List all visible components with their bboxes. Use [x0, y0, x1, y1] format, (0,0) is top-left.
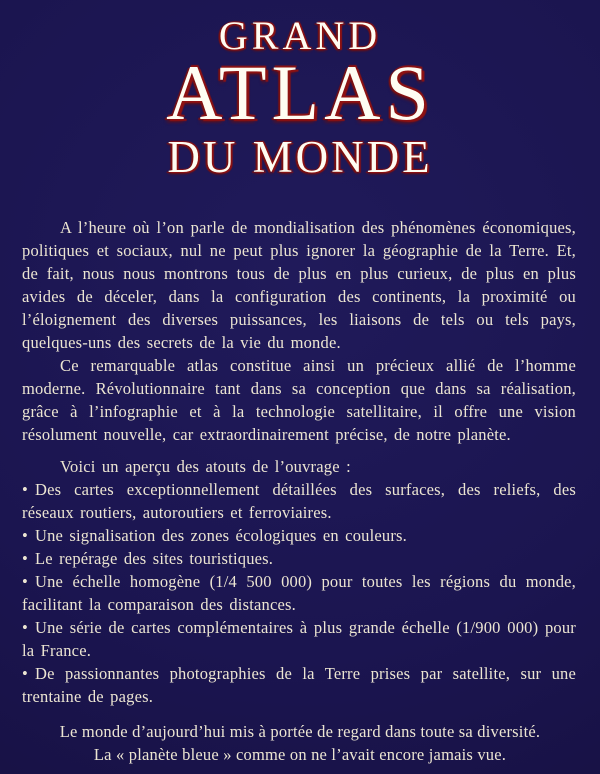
feature-item-text: De passionnantes photographies de la Terre prises par satellite, sur une trentaine de pages.	[22, 664, 576, 706]
bullet-icon: •	[22, 618, 28, 637]
title-line-grand: GRAND	[218, 13, 382, 58]
feature-item	[22, 616, 576, 662]
title-line-du-monde: DU MONDE	[167, 132, 433, 182]
feature-item-text: Une signalisation des zones écologiques en couleurs.	[34, 526, 408, 545]
bullet-icon: •	[22, 572, 28, 591]
feature-item	[22, 547, 576, 570]
feature-item	[22, 662, 576, 708]
bullet-icon: •	[22, 480, 28, 499]
title-line-atlas: ATLAS	[166, 49, 434, 136]
feature-list-intro: Voici un aperçu des atouts de l’ouvrage :	[60, 457, 351, 476]
tagline-line-1: Le monde d’aujourd’hui mis à portée de regard dans toute sa diversité.	[59, 722, 541, 741]
feature-item	[22, 570, 576, 616]
intro-paragraph-2: Ce remarquable atlas constitue ainsi un précieux allié de l’homme moderne. Révolutionnaire tant dans sa conception que dans sa réalisation, grâce à l’infographie et à la technologie satellitaire, il offre une vision résolument nouvelle, car extraordinairement précise, de notre planète.	[22, 356, 576, 444]
bullet-icon: •	[22, 549, 28, 568]
feature-item-text: Le repérage des sites touristiques.	[34, 549, 274, 568]
tagline-line-2: La « planète bleue » comme on ne l’avait encore jamais vue.	[93, 745, 507, 764]
feature-list	[22, 478, 576, 708]
book-title	[0, 0, 600, 180]
intro-paragraph-1: A l’heure où l’on parle de mondialisation des phénomènes économiques, politiques et sociaux, nul ne peut plus ignorer la géographie de la Terre. Et, de fait, nous nous montrons tous de plus en plus curieux, de plus en plus avides de déceler, dans la configuration des continents, la proximité ou l’éloignement des diverses puissances, les liaisons de tels ou tels pays, quelques-uns des secrets de la vie du monde.	[22, 218, 576, 352]
bullet-icon: •	[22, 664, 28, 683]
feature-item	[22, 524, 576, 547]
feature-item-text: Une série de cartes complémentaires à plus grande échelle (1/900 000) pour la France.	[22, 618, 576, 660]
cover-tagline	[0, 720, 600, 766]
feature-item	[22, 478, 576, 524]
cover-body-text	[0, 216, 600, 708]
feature-item-text: Des cartes exceptionnellement détaillées des surfaces, des reliefs, des réseaux routiers, autoroutiers et ferroviaires.	[22, 480, 576, 522]
bullet-icon: •	[22, 526, 28, 545]
feature-item-text: Une échelle homogène (1/4 500 000) pour toutes les régions du monde, facilitant la comparaison des distances.	[22, 572, 576, 614]
